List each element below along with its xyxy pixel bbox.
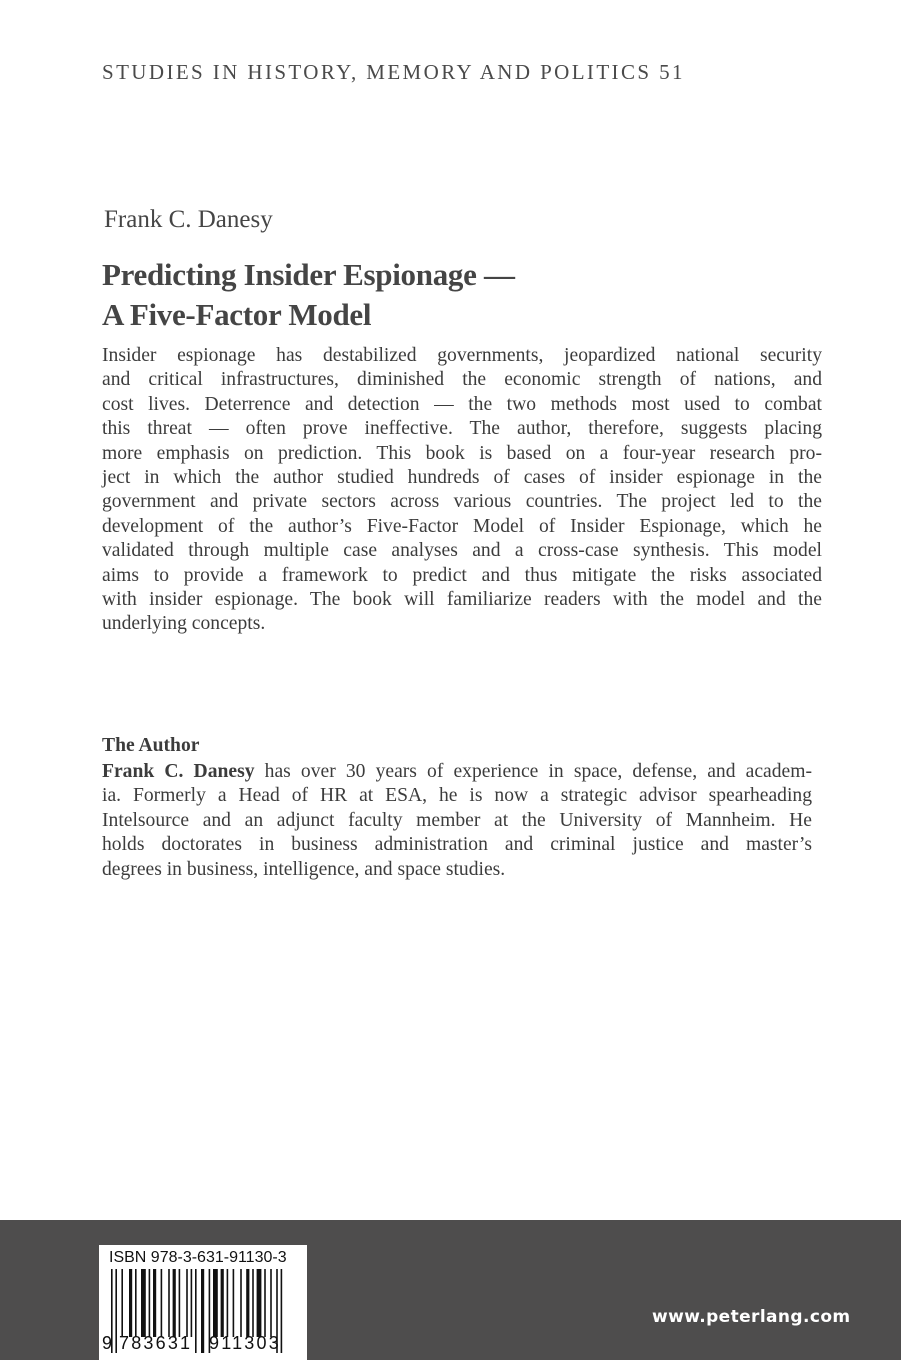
about-author-text: [102, 760, 812, 882]
barcode-bar: [264, 1269, 266, 1337]
publisher-website[interactable]: www.peterlang.com: [652, 1307, 851, 1327]
barcode-digits-right: 911303: [209, 1333, 281, 1353]
barcode-bar: [121, 1269, 123, 1337]
book-title: [102, 255, 515, 335]
barcode-bar: [252, 1269, 254, 1337]
about-line: degrees in business, intelligence, and space studies.: [102, 858, 506, 880]
about-line-text: has over 30 years of experience in space, defense, and academ-: [254, 761, 812, 782]
barcode-bar: [233, 1269, 235, 1337]
barcode-bar: [191, 1269, 193, 1337]
description-line: underlying concepts.: [102, 613, 266, 635]
description-line: cost lives. Deterrence and detection — the two methods most used to combat: [102, 393, 822, 415]
description-line: government and private sectors across various countries. The project led to the: [102, 491, 822, 513]
title-line: Predicting Insider Espionage —: [102, 257, 515, 292]
isbn-label: ISBN 978-3-631-91130-3: [109, 1249, 287, 1266]
barcode-bar: [227, 1269, 229, 1337]
description-line: and critical infrastructures, diminished the economic strength of nations, and: [102, 369, 822, 391]
description-line: with insider espionage. The book will familiarize readers with the model and the: [102, 589, 822, 611]
series-title: STUDIES IN HISTORY, MEMORY AND POLITICS 51: [102, 60, 685, 84]
about-line: [102, 760, 812, 784]
about-author-heading: The Author: [102, 735, 200, 756]
about-line: holds doctorates in business administration and criminal justice and master’s: [102, 834, 812, 856]
barcode-digits: [99, 1333, 307, 1355]
barcode-bar: [161, 1269, 163, 1337]
description-line: aims to provide a framework to predict and thus mitigate the risks associated: [102, 564, 822, 586]
book-author: Frank C. Danesy: [104, 206, 273, 233]
barcode-box: [99, 1245, 307, 1360]
barcode-bar: [168, 1269, 170, 1337]
description-line: more emphasis on prediction. This book is based on a four-year research pro-: [102, 442, 822, 464]
description-line: development of the author’s Five-Factor Model of Insider Espionage, which he: [102, 515, 822, 537]
barcode-bar: [221, 1269, 224, 1337]
description-line: this threat — often prove ineffective. The author, therefore, suggests placing: [102, 418, 822, 440]
barcode-bar: [213, 1269, 218, 1337]
description-line: validated through multiple case analyses and a cross-case synthesis. This model: [102, 540, 822, 562]
book-description: [102, 344, 822, 637]
barcode-bar: [153, 1269, 156, 1337]
barcode-bar: [149, 1269, 151, 1337]
barcode-digit-first: 9: [102, 1333, 115, 1353]
title-line: A Five-Factor Model: [102, 297, 372, 332]
barcode-bar: [257, 1269, 262, 1337]
barcode-bar: [270, 1269, 272, 1337]
barcode-bar: [173, 1269, 176, 1337]
about-line: Intelsource and an adjunct faculty member at the University of Mannheim. He: [102, 809, 812, 831]
description-line: ject in which the author studied hundreds of cases of insider espionage in the: [102, 467, 822, 489]
barcode-bar: [135, 1269, 137, 1337]
barcode-bar: [240, 1269, 242, 1337]
about-line: ia. Formerly a Head of HR at ESA, he is now a strategic advisor spearheading: [102, 785, 812, 807]
barcode-bar: [186, 1269, 188, 1337]
barcode-bar: [129, 1269, 132, 1337]
description-line: Insider espionage has destabilized governments, jeopardized national security: [102, 345, 822, 366]
barcode-bar: [141, 1269, 146, 1337]
author-name-bold: Frank C. Danesy: [102, 761, 255, 782]
barcode-digits-left: 783631: [119, 1333, 193, 1353]
barcode-bar: [179, 1269, 181, 1337]
barcode-bar: [246, 1269, 249, 1337]
